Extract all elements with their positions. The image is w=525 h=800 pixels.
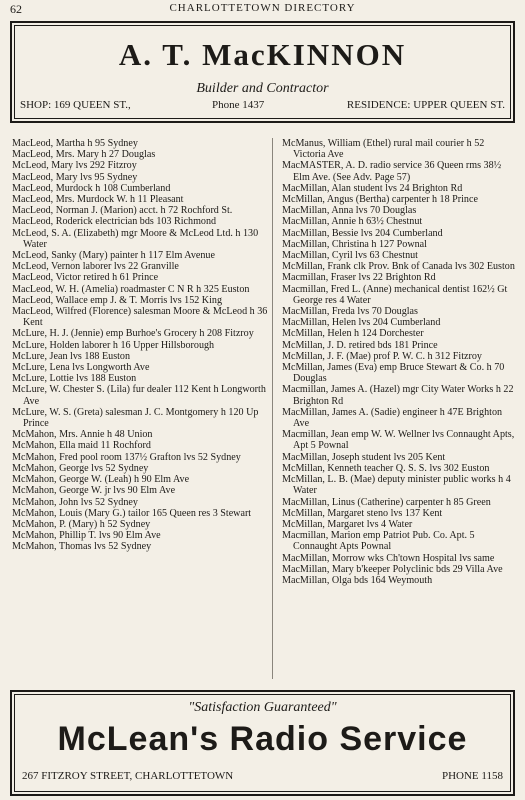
right-column xyxy=(282,138,518,586)
directory-entry: MacMillan, James A. (Sadie) engineer h 47E Brighton Ave xyxy=(282,406,503,430)
ad-slogan: "Satisfaction Guaranteed" xyxy=(188,700,337,715)
directory-entry: MacMillan, Morrow wks Ch'town Hospital lvs same xyxy=(282,552,495,564)
directory-entry: MacMillan, Alan student lvs 24 Brighton Rd xyxy=(282,182,463,194)
directory-entry: MacMASTER, A. D. radio service 36 Queen rms 38½ Elm Ave. (See Adv. Page 57) xyxy=(282,160,502,183)
directory-entry: McLure, H. J. (Jennie) emp Burhoe's Grocery h 208 Fitzroy xyxy=(12,328,254,340)
directory-entry: MacMillan, Mary b'keeper Polyclinic bds 29 Villa Ave xyxy=(282,563,503,575)
directory-entry: McLeod, S. A. (Elizabeth) mgr Moore & McLeod Ltd. h 130 Water xyxy=(12,227,259,250)
directory-entry: McLure, W. Chester S. (Lila) fur dealer 112 Kent h Longworth Ave xyxy=(12,384,266,407)
column-divider xyxy=(272,138,273,679)
directory-entry: MacMillan, Anna lvs 70 Douglas xyxy=(282,205,417,217)
ad-street-address: 267 FITZROY STREET, CHARLOTTETOWN xyxy=(22,770,234,782)
directory-entry: McLure, W. S. (Greta) salesman J. C. Montgomery h 120 Up Prince xyxy=(12,406,259,430)
directory-entry: MacMillan, Joseph student lvs 205 Kent xyxy=(282,451,446,463)
directory-entry: McMillan, Frank clk Prov. Bnk of Canada lvs 302 Euston xyxy=(282,261,515,273)
directory-entry: McLure, Lena lvs Longworth Ave xyxy=(12,362,150,374)
directory-entry: MacLeod, Victor retired h 61 Prince xyxy=(12,272,159,284)
directory-entry: MacLeod, Wallace emp J. & T. Morris lvs 152 King xyxy=(12,294,222,306)
directory-entry: MacMillan, Bessie lvs 204 Cumberland xyxy=(282,227,443,239)
directory-entry: MacMillan, Freda lvs 70 Douglas xyxy=(282,306,418,318)
directory-entry: MacLeod, Mary lvs 95 Sydney xyxy=(12,171,138,183)
directory-entry: MacLeod, Murdock h 108 Cumberland xyxy=(12,182,171,194)
directory-entry: McMillan, Margaret lvs 4 Water xyxy=(282,518,413,530)
ad-residence: RESIDENCE: UPPER QUEEN ST. xyxy=(346,99,505,111)
directory-entry: McMillan, James (Eva) emp Bruce Stewart & Co. h 70 Douglas xyxy=(282,362,505,385)
directory-entry: MacMillan, Annie h 63½ Chestnut xyxy=(282,216,423,228)
directory-entry: McMahon, George W. jr lvs 90 Elm Ave xyxy=(12,485,176,497)
directory-entry: McMahon, Ella maid 11 Rochford xyxy=(12,440,151,452)
running-header xyxy=(10,2,515,18)
directory-entry: MacLeod, Martha h 95 Sydney xyxy=(12,138,138,149)
directory-entry: MacLeod, Roderick electrician bds 103 Richmond xyxy=(12,216,217,228)
directory-entry: MacLeod, Norman J. (Marion) acct. h 72 Rochford St. xyxy=(12,205,233,217)
directory-entry: MacMillan, Olga bds 164 Weymouth xyxy=(282,574,433,586)
ad-business-name: McLean's Radio Service xyxy=(57,720,468,758)
directory-entry: Macmillan, James A. (Hazel) mgr City Water Works h 22 Brighton Rd xyxy=(282,384,514,407)
directory-entry: MacLeod, Mrs. Mary h 27 Douglas xyxy=(12,149,156,161)
left-column xyxy=(12,138,270,553)
running-title: CHARLOTTETOWN DIRECTORY xyxy=(169,2,356,14)
mclean-radio-advertisement xyxy=(10,690,515,796)
directory-entry: McMahon, John lvs 52 Sydney xyxy=(12,496,138,508)
directory-entry: McLeod, Sanky (Mary) painter h 117 Elm Avenue xyxy=(12,250,215,262)
directory-entry: McMahon, P. (Mary) h 52 Sydney xyxy=(12,518,151,530)
ad-business-name: A. T. MacKINNON xyxy=(118,37,407,72)
directory-entry: McMahon, George lvs 52 Sydney xyxy=(12,462,149,474)
directory-entry: MacLeod, Mrs. Murdock W. h 11 Pleasant xyxy=(12,194,184,206)
directory-entry: Macmillan, Fred L. (Anne) mechanical dentist 162½ Gt George res 4 Water xyxy=(282,283,508,306)
directory-entry: McMahon, Mrs. Annie h 48 Union xyxy=(12,429,153,441)
directory-entry: McMillan, Angus (Bertha) carpenter h 18 Prince xyxy=(282,194,478,206)
directory-entry: McMahon, George W. (Leah) h 90 Elm Ave xyxy=(12,474,190,486)
directory-entry: MacMillan, Christina h 127 Pownal xyxy=(282,238,427,250)
ad-shop-address: SHOP: 169 QUEEN ST., xyxy=(20,99,131,111)
directory-entry: McMillan, Kenneth teacher Q. S. S. lvs 302 Euston xyxy=(282,462,490,474)
directory-entry: MacMillan, Linus (Catherine) carpenter h 85 Green xyxy=(282,496,491,508)
directory-entry: McMahon, Fred pool room 137½ Grafton lvs 52 Sydney xyxy=(12,451,241,463)
directory-entry: McManus, William (Ethel) rural mail courier h 52 Victoria Ave xyxy=(282,138,485,161)
directory-entry: McMahon, Phillip T. lvs 90 Elm Ave xyxy=(12,530,161,542)
directory-entry: MacMillan, Cyril lvs 63 Chestnut xyxy=(282,250,418,262)
ad-phone: PHONE 1158 xyxy=(441,770,503,782)
mackinnon-advertisement xyxy=(10,21,515,123)
page-number: 62 xyxy=(10,2,22,16)
directory-entry: McMahon, Louis (Mary G.) tailor 165 Queen res 3 Stewart xyxy=(12,507,252,519)
directory-entry: MacLeod, Wilfred (Florence) salesman Moore & McLeod h 36 Kent xyxy=(12,306,268,329)
directory-entry: MacMillan, Helen lvs 204 Cumberland xyxy=(282,317,441,329)
directory-entry: McMahon, Thomas lvs 52 Sydney xyxy=(12,541,152,553)
directory-entry: McLure, Jean lvs 188 Euston xyxy=(12,350,131,362)
directory-entry: McMillan, Margaret steno lvs 137 Kent xyxy=(282,507,443,519)
directory-entry: McLeod, Mary lvs 292 Fitzroy xyxy=(12,160,137,172)
directory-entry: MacLeod, W. H. (Amelia) roadmaster C N R h 325 Euston xyxy=(12,283,250,295)
directory-entry: McMillan, J. D. retired bds 181 Prince xyxy=(282,339,438,351)
directory-entry: McMillan, L. B. (Mae) deputy minister public works h 4 Water xyxy=(282,474,511,497)
directory-entry: McMillan, Helen h 124 Dorchester xyxy=(282,328,424,340)
directory-entry: Macmillan, Jean emp W. W. Wellner lvs Connaught Apts, Apt 5 Pownal xyxy=(282,429,515,452)
directory-entry: McMillan, J. F. (Mae) prof P. W. C. h 312 Fitzroy xyxy=(282,350,482,362)
directory-entry: McLeod, Vernon laborer lvs 22 Granville xyxy=(12,261,179,273)
directory-entry: McLure, Lottie lvs 188 Euston xyxy=(12,373,137,385)
directory-entry: Macmillan, Fraser lvs 22 Brighton Rd xyxy=(282,272,436,284)
ad-business-subtitle: Builder and Contractor xyxy=(196,81,329,96)
directory-entry: Macmillan, Marion emp Patriot Pub. Co. Apt. 5 Connaught Apts Pownal xyxy=(282,530,475,553)
ad-phone: Phone 1437 xyxy=(212,99,265,111)
directory-entry: McLure, Holden laborer h 16 Upper Hillsborough xyxy=(12,339,215,351)
